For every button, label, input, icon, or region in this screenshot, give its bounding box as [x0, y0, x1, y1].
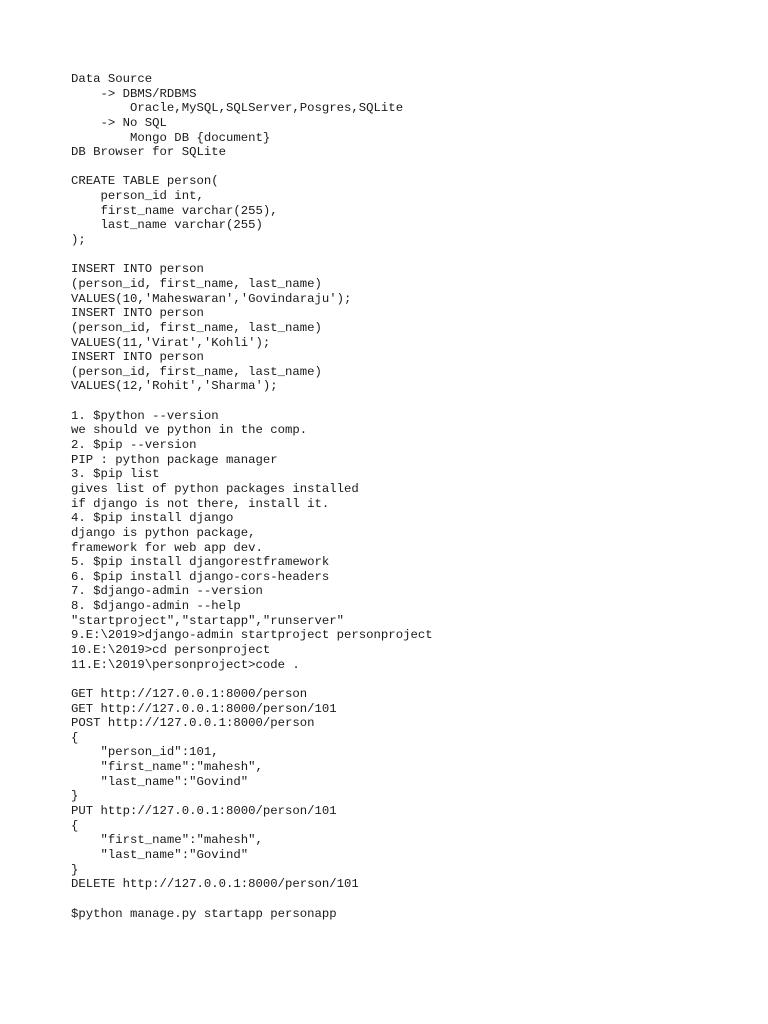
text-line: 7. $django-admin --version	[71, 584, 263, 599]
text-line: $python manage.py startapp personapp	[71, 906, 337, 921]
text-line: VALUES(12,'Rohit','Sharma');	[71, 379, 278, 394]
text-line: 4. $pip install django	[71, 511, 234, 526]
text-line: {	[71, 818, 79, 833]
text-line: (person_id, first_name, last_name)	[71, 364, 322, 379]
text-line: 6. $pip install django-cors-headers	[71, 569, 330, 584]
blank-line	[71, 672, 751, 687]
text-line: gives list of python packages installed	[71, 481, 359, 496]
text-line: (person_id, first_name, last_name)	[71, 276, 322, 291]
text-line: "person_id":101,	[71, 745, 219, 760]
text-line: Mongo DB {document}	[71, 130, 271, 145]
text-line: DB Browser for SQLite	[71, 145, 226, 160]
text-line: CREATE TABLE person(	[71, 174, 219, 189]
text-line: 9.E:\2019>django-admin startproject personproject	[71, 628, 433, 643]
blank-line	[71, 160, 751, 175]
text-line: GET http://127.0.0.1:8000/person/101	[71, 701, 337, 716]
text-line: GET http://127.0.0.1:8000/person	[71, 686, 308, 701]
text-line: POST http://127.0.0.1:8000/person	[71, 716, 315, 731]
text-line: VALUES(11,'Virat','Kohli');	[71, 335, 271, 350]
text-line: 10.E:\2019>cd personproject	[71, 642, 271, 657]
text-line: "last_name":"Govind"	[71, 774, 249, 789]
blank-line	[71, 248, 751, 263]
text-line: if django is not there, install it.	[71, 496, 330, 511]
text-line: );	[71, 233, 86, 248]
text-line: INSERT INTO person	[71, 306, 204, 321]
text-line: first_name varchar(255),	[71, 203, 278, 218]
text-line: 1. $python --version	[71, 408, 219, 423]
text-line: 11.E:\2019\personproject>code .	[71, 657, 300, 672]
text-line: "startproject","startapp","runserver"	[71, 613, 345, 628]
text-line: Oracle,MySQL,SQLServer,Posgres,SQLite	[71, 101, 404, 116]
text-line: 5. $pip install djangorestframework	[71, 555, 330, 570]
text-line: Data Source	[71, 72, 153, 86]
text-line: we should ve python in the comp.	[71, 423, 308, 438]
text-line: INSERT INTO person	[71, 350, 204, 365]
text-line: "first_name":"mahesh",	[71, 760, 263, 775]
text-line: INSERT INTO person	[71, 262, 204, 277]
text-line: framework for web app dev.	[71, 540, 263, 555]
text-line: -> No SQL	[71, 115, 167, 130]
text-line: PIP : python package manager	[71, 452, 278, 467]
text-line: DELETE http://127.0.0.1:8000/person/101	[71, 877, 359, 892]
text-line: 2. $pip --version	[71, 438, 197, 453]
text-line: }	[71, 862, 79, 877]
text-line: person_id int,	[71, 189, 204, 204]
text-line: }	[71, 789, 79, 804]
text-line: django is python package,	[71, 525, 256, 540]
text-line: VALUES(10,'Maheswaran','Govindaraju');	[71, 291, 352, 306]
text-line: 3. $pip list	[71, 467, 160, 482]
text-line: 8. $django-admin --help	[71, 599, 241, 614]
text-line: PUT http://127.0.0.1:8000/person/101	[71, 804, 337, 819]
blank-line	[71, 394, 751, 409]
text-line: -> DBMS/RDBMS	[71, 86, 197, 101]
text-line: "last_name":"Govind"	[71, 847, 249, 862]
text-line: last_name varchar(255)	[71, 218, 263, 233]
text-line: {	[71, 730, 79, 745]
blank-line	[71, 892, 751, 907]
text-line: (person_id, first_name, last_name)	[71, 320, 322, 335]
text-line: "first_name":"mahesh",	[71, 833, 263, 848]
document-text	[71, 72, 751, 921]
